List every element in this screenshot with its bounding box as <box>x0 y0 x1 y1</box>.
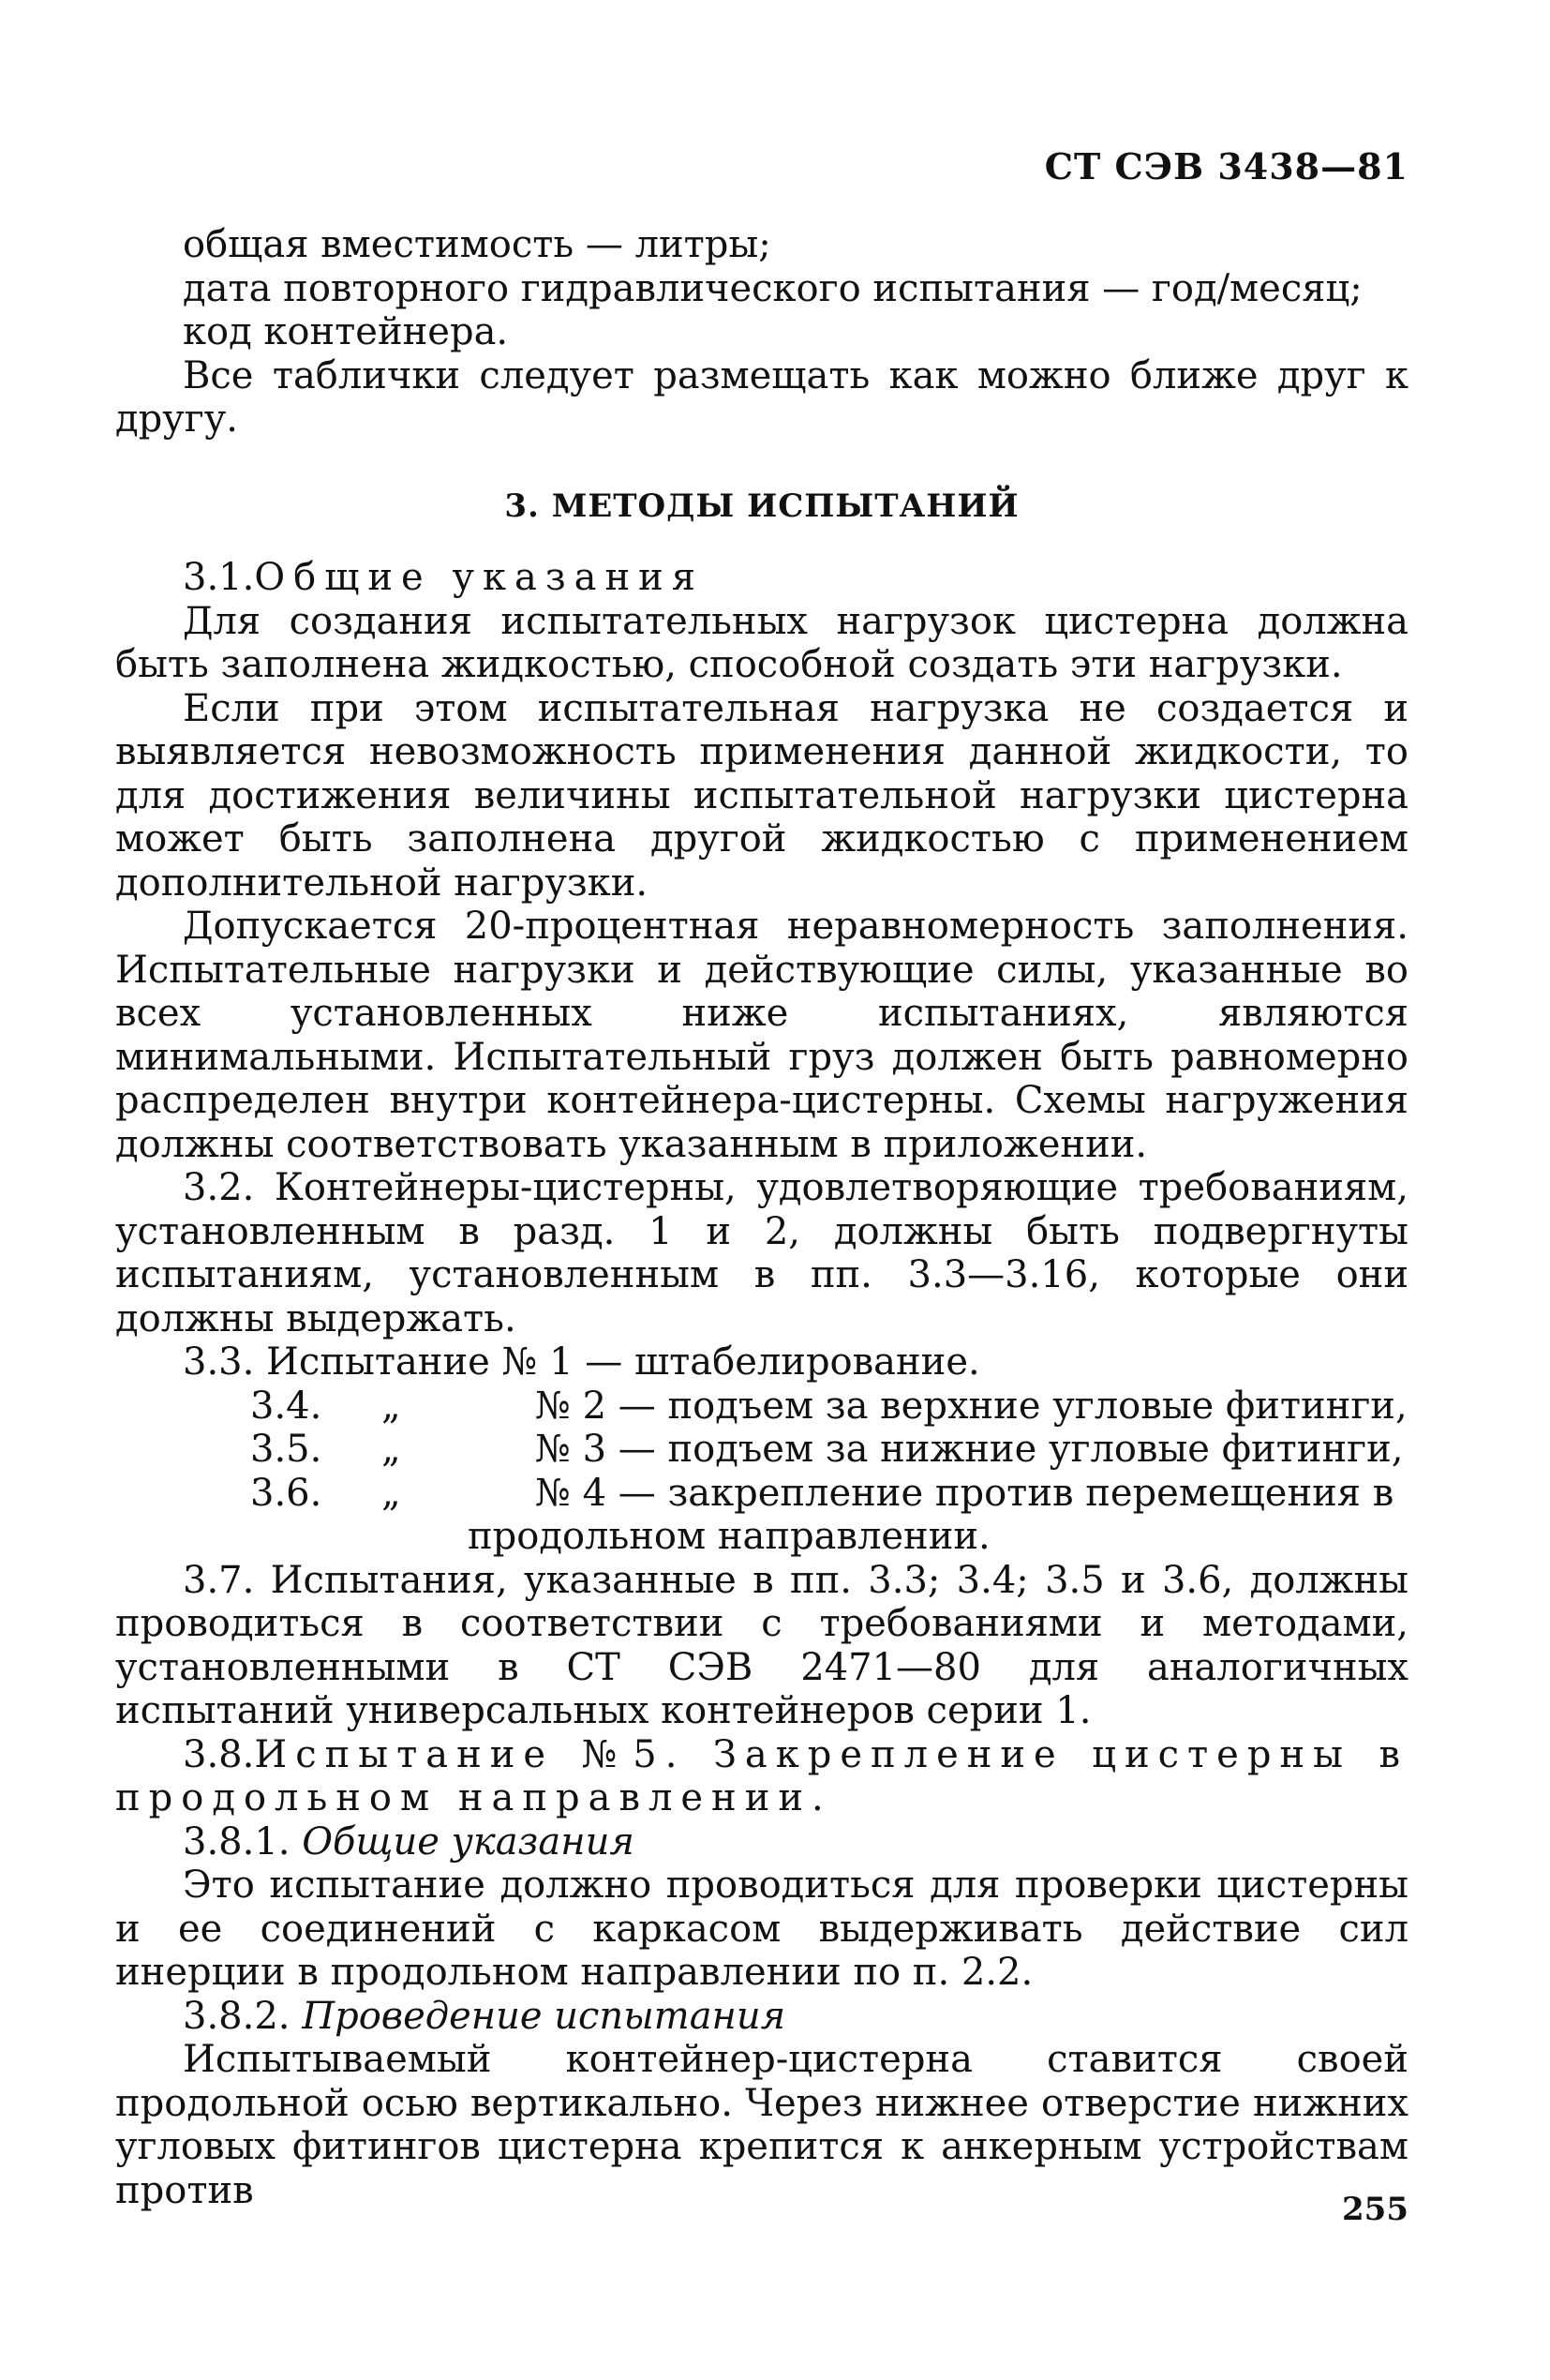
paragraph: Для создания испытательных нагрузок цистерна должна быть заполнена жидкостью, способной создать эти нагрузки. <box>115 599 1408 686</box>
subsection-number: 3.8.2. <box>183 1994 291 2038</box>
subsection-number: 3.1. <box>183 556 255 599</box>
paragraph: 3.7. Испытания, указанные в пп. 3.3; 3.4; 3.5 и 3.6, должны проводиться в соответствии с требованиями и методами, установленными в СТ СЭВ 2471—80 для аналогичных испытаний универсальных контейнеров серии 1. <box>115 1558 1408 1732</box>
list-item <box>115 1428 1408 1472</box>
list-item-number: 3.4. <box>250 1384 322 1428</box>
subsection-number: 3.8.1. <box>183 1819 291 1864</box>
list-item-text: № 2 — подъем за верхние угловые фитинги, <box>535 1384 1408 1428</box>
subsection-heading <box>115 1995 1408 2039</box>
paragraph: Все таблички следует размещать как можно ближе друг к другу. <box>115 353 1408 441</box>
list-item <box>115 1385 1408 1429</box>
document-body <box>115 223 1408 2212</box>
subsection-title: Испытание №5. Закрепление цистерны в продольном направлении. <box>115 1732 1408 1819</box>
paragraph: 3.3. Испытание № 1 — штабелирование. <box>183 1340 980 1384</box>
subsection-heading <box>115 1733 1408 1820</box>
subsection-title: Общие указания <box>302 1819 634 1864</box>
paragraph: Испытываемый контейнер-цистерна ставится своей продольной осью вертикально. Через нижнее отверстие нижних угловых фитингов цистерна крепится к анкерным устройствам против <box>115 2038 1408 2212</box>
ditto-mark: „ <box>381 1428 401 1471</box>
list-item-text: № 3 — подъем за нижние угловые фитинги, <box>535 1428 1404 1471</box>
subsection-title: Проведение испытания <box>302 1994 786 2038</box>
list-item <box>115 1472 1408 1516</box>
subsection-title: Общие указания <box>254 556 705 599</box>
paragraph: дата повторного гидравлического испытания — год/месяц; <box>183 266 1363 310</box>
list-item-continuation: продольном направлении. <box>468 1515 991 1558</box>
subsection-heading <box>115 1820 1408 1864</box>
ditto-mark: „ <box>381 1471 401 1515</box>
paragraph: общая вместимость — литры; <box>183 223 771 266</box>
section-title: 3. МЕТОДЫ ИСПЫТАНИЙ <box>504 486 1020 525</box>
paragraph: 3.2. Контейнеры-цистерны, удовлетворяющие требованиям, установленным в разд. 1 и 2, должны быть подвергнуты испытаниям, установленным в пп. 3.3—3.16, которые они должны выдержать. <box>115 1166 1408 1340</box>
paragraph: Допускается 20-процентная неравномерность заполнения. Испытательные нагрузки и действующие силы, указанные во всех установленных ниже испытаниях, являются минимальными. Испытательный груз должен быть равномерно распределен внутри контейнера-цистерны. Схемы нагружения должны соответствовать указанным в приложении. <box>115 905 1408 1166</box>
subsection-number: 3.8. <box>183 1732 255 1776</box>
ditto-mark: „ <box>381 1384 401 1428</box>
paragraph: Это испытание должно проводиться для проверки цистерны и ее соединений с каркасом выдерживать действие сил инерции в продольном направлении по п. 2.2. <box>115 1864 1408 1994</box>
list-item-text: № 4 — закрепление против перемещения в <box>535 1471 1394 1515</box>
paragraph: Если при этом испытательная нагрузка не создается и выявляется невозможность применения данной жидкости, то для достижения величины испытательной нагрузки цистерна может быть заполнена другой жидкостью с применением дополнительной нагрузки. <box>115 686 1408 905</box>
list-item-number: 3.5. <box>250 1428 322 1471</box>
page-number: 255 <box>1342 2191 1408 2228</box>
paragraph: код контейнера. <box>183 310 509 353</box>
list-item-number: 3.6. <box>250 1471 322 1515</box>
subsection-heading <box>115 556 1408 600</box>
document-code: СТ СЭВ 3438—81 <box>1044 145 1408 187</box>
